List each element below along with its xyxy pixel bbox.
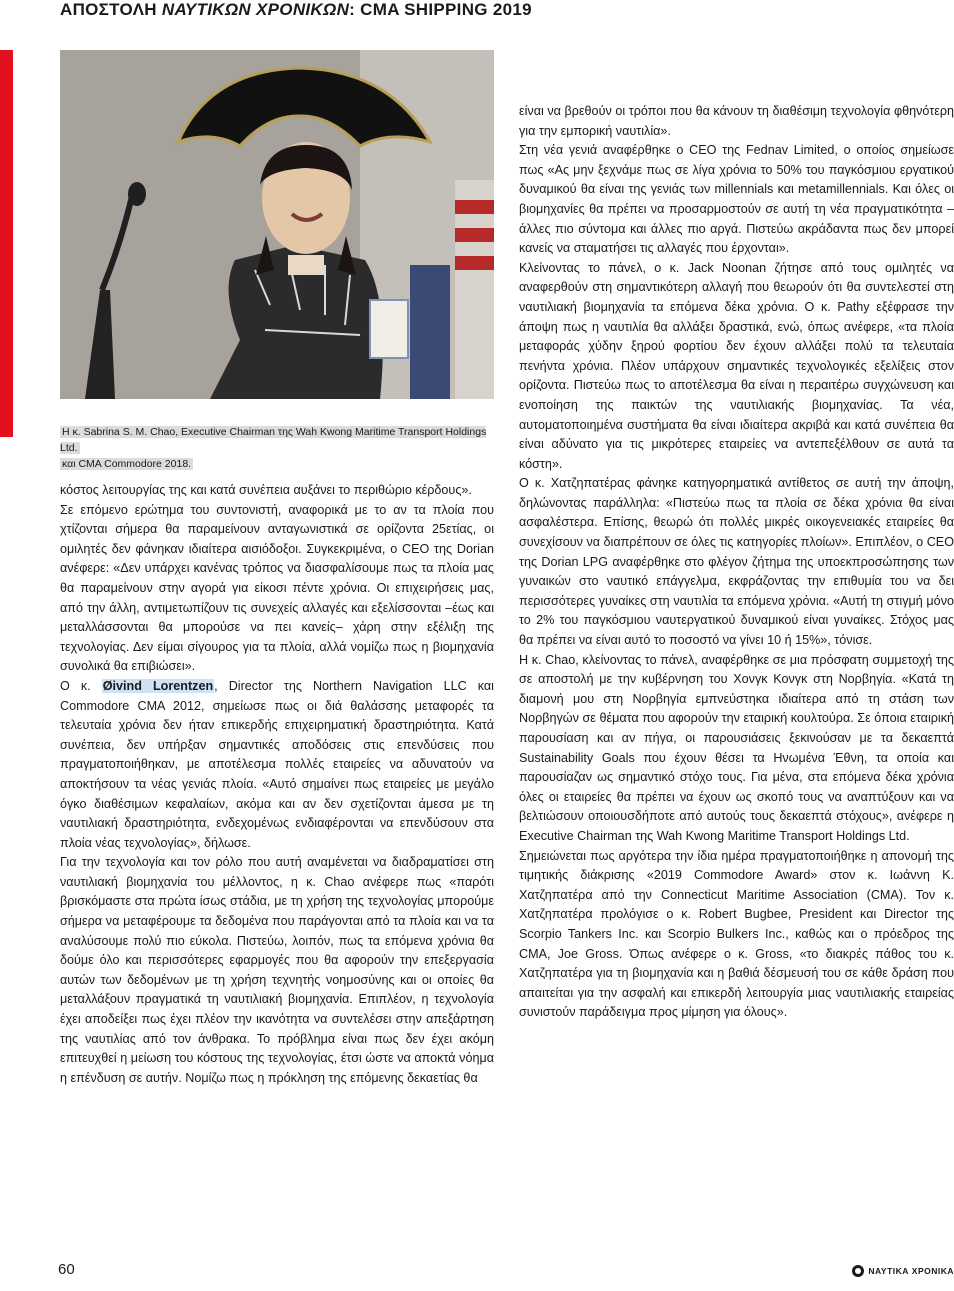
logo-mark-icon [852,1265,864,1277]
caption-line-2: και CMA Commodore 2018. [62,458,192,470]
page-number: 60 [58,1261,75,1278]
magazine-logo [852,1265,954,1277]
left-paragraph-3-rest: , Director της Northern Navigation LLC και Commodore CMA 2012, σημείωσε πως οι διά θαλάσσης μεταφορές τα τελευταία χρόνια δεν ήταν επικερδής επιχειρηματική δραστηριότητα. Κατά συνέπεια, δεν υπήρξαν σημαντικές αποδόσεις στις επενδύσεις που πραγματοποιήθηκαν, με αποτέλεσμα πολλές εταιρείες να αδυνατούν να αποκτήσουν τα νέας γενιάς πλοία. «Αυτό σημαίνει πως εταιρείες με μεγάλο όγκο διαθέσιμων κεφαλαίων, ακόμα και αν δεν σχετίζονται άμεσα με τη ναυτιλιακή δραστηριότητα, ενδεχομένως ενδιαφέρονται να επενδύσουν στα πλοία νέας τεχνολογίας», δήλωσε. [60,678,494,850]
left-paragraph-2: Σε επόμενο ερώτημα του συντονιστή, αναφορικά με το αν τα πλοία που χτίζονται σήμερα θα παραμείνουν ανταγωνιστικά σε ορίζοντα 25ετίας, οι ομιλητές δεν φάνηκαν ιδιαίτερα αισιόδοξοι. Συγκεκριμένα, ο CEO της Dorian ανέφερε: «Δεν υπάρχει κανένας τρόπος να διασφαλίσουμε πως τα πλοία μας θα παραμείνουν στην αγορά για είκοσι πέντε χρόνια. Οι επιχειρήσεις μας, από την άλλη, αντιμετωπίζουν τις συνεχείς αλλαγές και εξελίσσονται –έως και μεταλλάσσονται θα μπορούσε να πει κανείς– χάρη στην εξέλιξη της τεχνολογίας. Δεν είμαι σίγουρος για τα πλοία, αλλά νομίζω πως η βιομηχανία συνολικά θα επιβιώσει». [60,502,494,674]
right-paragraph-2: Στη νέα γενιά αναφέρθηκε ο CEO της Fednav Limited, ο οποίος σημείωσε πως «Ας μην ξεχνάμε πως σε λίγα χρόνια το 50% του παγκόσμιου εργατικού δυναμικού θα είναι της γενιάς των millennials και metamillennials. Και όλες οι βιομηχανίες θα πρέπει να προσαρμοστούν σε αυτή τη νέα πραγματικότητα – άλλες πιο σύντομα και άλλες πιο αργά. Πιστεύω ακράδαντα πως δεν μπορεί κανείς να σταματήσει τις αλλαγές που έρχονται». [519,143,954,256]
speaker-photo-illustration [60,50,494,399]
right-paragraph-4: Ο κ. Χατζηπατέρας φάνηκε κατηγορηματικά αντίθετος σε αυτή την άποψη, δηλώνοντας παράλληλα: «Πιστεύω πως τα πλοία σε δέκα χρόνια θα είναι ασφαλέστερα. Επίσης, θεωρώ ότι πολλές μικρές οικογενειακές εταιρείες θα συνεχίσουν να διαπρέπουν σε όλες τις κατηγορίες πλοίων». Επιπλέον, ο CEO της Dorian LPG αναφέρθηκε στο φλέγον ζήτημα της υποεκπροσώπησης των γυναικών στο ναυτικό επάγγελμα, εκφράζοντας την επιθυμία του να δει περισσότερες γυναίκες στη ναυτιλία τα επόμενα χρόνια. «Αυτή τη στιγμή μόνο το 2% του παγκόσμιου ναυτεργατικού δυναμικού είναι γυναίκες. Στόχος μας θα πρέπει να είναι αυτό το ποσοστό να γίνει 10 ή 15%», τόνισε. [519,476,954,648]
right-paragraph-5: Η κ. Chao, κλείνοντας το πάνελ, αναφέρθηκε σε μια πρόσφατη συμμετοχή της σε αποστολή με την κυβέρνηση του Χονγκ Κονγκ στη Νορβηγία. «Κατά τη διαμονή μου στη Νορβηγία εμπνεύστηκα ιδιαίτερα από τη στάση των Νορβηγών σε θέματα που αφορούν την εταιρική κουλτούρα. Σε όποια εταιρική παρουσίαση και αν πήγα, οι παρουσιάσεις ξεκινούσαν με τα δεκαεπτά Sustainability Goals που έχουν θέσει τα Ηνωμένα Έθνη, τα οποία και παρουσίαζαν ως σημαντικό στόχο τους. Για μένα, στα επόμενα δέκα χρόνια όλες οι εταιρείες θα πρέπει να έχουν ως σκοπό τους να αναπτύξουν και να βελτιώσουν οποιουσδήποτε από αυτούς τους δεκαεπτά στόχους», ανέφερε η Executive Chairman της Wah Kwong Maritime Transport Holdings Ltd. [519,652,954,843]
header-title-suffix: : CMA SHIPPING 2019 [349,0,532,19]
header-title-prefix: ΑΠΟΣΤΟΛΗ [60,0,162,19]
right-paragraph-1: είναι να βρεθούν οι τρόποι που θα κάνουν τη διαθέσιμη τεχνολογία φθηνότερη για την εμπορική ναυτιλία». [519,104,954,138]
highlighted-name: Øivind Lorentzen [102,678,214,693]
right-column [519,102,954,1023]
right-paragraph-6: Σημειώνεται πως αργότερα την ίδια ημέρα πραγματοποιήθηκε η απονομή της τιμητικής διάκρισης «2019 Commodore Award» στον κ. Ιωάννη Κ. Χατζηπατέρα από την Connecticut Maritime Association (CMA). Τον κ. Χατζηπατέρα προλόγισε ο κ. Robert Bugbee, President και Director της Scorpio Tankers Inc. και Scorpio Bulkers Inc., καθώς και ο πρόεδρος της CMA, Joe Gross. Όπως ανέφερε ο κ. Gross, «το διακρές πάθος του κ. Χατζηπατέρα για τη βιομηχανία και η βαθιά δέσμευσή του σε κάθε δράση που απαιτείται για την ασφαλή και επικερδή λειτουργία μιας ναυτιλιακής εταιρείας συνιστούν παράδειγμα προς μίμηση για όλους». [519,848,954,1020]
left-paragraph-3-prefix: Ο κ. [60,678,102,693]
magazine-name: ΝΑΥΤΙΚΑ ΧΡΟΝΙΚΑ [868,1266,954,1276]
caption-line-1: Η κ. Sabrina S. M. Chao, Executive Chairman της Wah Kwong Maritime Transport Holdings Ltd. [60,426,487,454]
section-accent-bar [0,50,13,437]
speaker-photo [60,50,494,399]
left-column [60,481,494,1088]
left-paragraph-1: κόστος λειτουργίας της και κατά συνέπεια αυξάνει το περιθώριο κέρδους». [60,483,472,497]
right-paragraph-3: Κλείνοντας το πάνελ, ο κ. Jack Noonan ζήτησε από τους ομιλητές να αναφερθούν στη σημαντικότερη αλλαγή που θεωρούν ότι θα συντελεστεί στη ναυτιλιακή βιομηχανία τα επόμενα δέκα χρόνια. Ο κ. Pathy εξέφρασε την άποψη πως η ναυτιλία θα αλλάξει δραστικά, ενώ, όπως ανέφερε, «τα πλοία μεταφοράς χύδην ξηρού φορτίου δεν έχουν αλλάξει πολύ τα τελευταία πενήντα χρόνια. Πλέον υπάρχουν σημαντικές τεχνολογικές εξελίξεις στον ορίζοντα. Πιστεύω πως το αποτέλεσμα θα είναι η περαιτέρω συγχώνευση και ενοποίηση της παικτών της ναυτιλιακής βιομηχανίας. Τα νέα, αυτοματοποιημένα συστήματα θα είναι ιδιαίτερα ακριβά και κατά συνέπεια θα είναι αδύνατο για τις μικρότερες εταιρείες να αντεπεξέλθουν σε αυτά τα κόστη». [519,260,954,471]
photo-caption [60,424,500,472]
left-paragraph-4: Για την τεχνολογία και τον ρόλο που αυτή αναμένεται να διαδραματίσει στη ναυτιλιακή βιομηχανία του μέλλοντος, η κ. Chao ανέφερε πως «παρότι βρισκόμαστε στα πρώτα ίσως στάδια, με τη χρήση της τεχνολογίας μπορούμε σήμερα να μεταφέρουμε τα δεδομένα που παράγονται από τα πλοία και να τα αναλύσουμε πολύ πιο εύκολα. Πιστεύω, λοιπόν, πως τα επόμενα χρόνια θα δούμε όλο και περισσότερες εφαρμογές που θα αφορούν την επεξεργασία αυτών των δεδομένων με τη χρήση τεχνητής νοημοσύνης και οι οποίες θα μεταλλάξουν πραγματικά τη ναυτιλιακή βιομηχανία. Επιπλέον, η τεχνολογία έχει αποδείξει πως έχει πλέον την ικανότητα να συντελέσει στην απεξάρτηση της ναυτιλίας από τον άνθρακα. Το πρόβλημα είναι πως δεν έχει ακόμη επιτευχθεί η μείωση του κόστους της τεχνολογίας, έτσι ώστε να αποκτά νόημα η επένδυση σε αυτήν. Νομίζω πως η πρόκληση της επόμενης δεκαετίας θα [60,855,494,1085]
left-paragraph-3 [60,677,494,853]
page-header-title [60,0,532,20]
header-title-italic: ΝΑΥΤΙΚΩΝ ΧΡΟΝΙΚΩΝ [161,0,350,19]
